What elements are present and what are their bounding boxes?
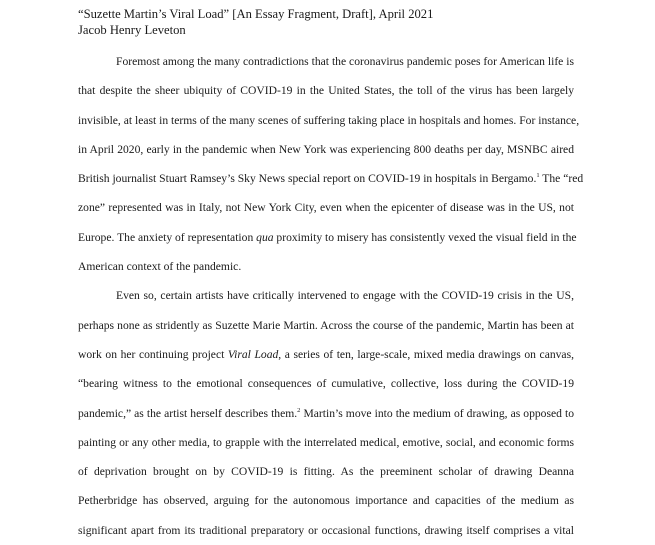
paragraph-2-line-8: Petherbridge has observed, arguing for the autonomous importance and capacities of the medium as bbox=[78, 494, 574, 508]
document-header bbox=[78, 6, 433, 38]
paragraph-2-line-1: Even so, certain artists have critically intervened to engage with the COVID-19 crisis in the US, bbox=[116, 289, 574, 303]
footnote-marker-2[interactable]: 2 bbox=[297, 406, 301, 414]
paragraph-1-line-7-start: Europe. The anxiety of representation bbox=[78, 230, 257, 244]
paragraph-2-line-3-start: work on her continuing project bbox=[78, 347, 228, 361]
paragraph-1-line-7-end: proximity to misery has consistently vexed the visual field in the bbox=[273, 230, 577, 244]
paragraph-1-line-5-text: British journalist Stuart Ramsey’s Sky News special report on COVID-19 in hospitals in Bergamo. bbox=[78, 172, 537, 186]
paragraph-2-line-2: perhaps none as stridently as Suzette Marie Martin. Across the course of the pandemic, Martin has been at bbox=[78, 318, 574, 332]
paragraph-1-line-3: invisible, at least in terms of the many scenes of suffering taking place in hospitals and homes. For instance, bbox=[78, 113, 580, 127]
document-author-line: Jacob Henry Leveton bbox=[78, 23, 186, 37]
paragraph-2-line-5 bbox=[78, 399, 574, 428]
paragraph-1-line-6: zone” represented was in Italy, not New York City, even when the epicenter of disease was in the US, not bbox=[78, 201, 574, 215]
document-title-line: “Suzette Martin’s Viral Load” [An Essay Fragment, Draft], April 2021 bbox=[78, 7, 434, 21]
paragraph-2-line-3-italic: Viral Load bbox=[227, 347, 279, 361]
paragraph-2-line-6: painting or any other media, to grapple with the interrelated medical, emotive, social, and economic forms bbox=[78, 435, 574, 449]
essay-body bbox=[78, 47, 584, 545]
paragraph-1-line-5 bbox=[78, 164, 584, 193]
footnote-marker-1[interactable]: 1 bbox=[536, 172, 540, 180]
paragraph-2-line-3 bbox=[78, 340, 574, 369]
paragraph-1-line-8: American context of the pandemic. bbox=[78, 260, 242, 274]
paragraph-2-line-5-end: Martin’s move into the medium of drawing, as opposed to bbox=[300, 406, 574, 420]
paragraph-2-line-4: “bearing witness to the emotional consequences of cumulative, collective, loss during the COVID-19 bbox=[78, 377, 574, 391]
paragraph-1-line-1: Foremost among the many contradictions that the coronavirus pandemic poses for American life is bbox=[116, 55, 574, 68]
paragraph-1-line-4: in April 2020, early in the pandemic when New York was experiencing 800 deaths per day, MSNBC aired bbox=[78, 142, 574, 156]
paragraph-2-line-3-end: , a series of ten, large-scale, mixed media drawings on canvas, bbox=[278, 347, 574, 361]
paragraph-2-line-7: of deprivation brought on by COVID-19 is fitting. As the preeminent scholar of drawing Deanna bbox=[78, 465, 574, 479]
paragraph-1-line-2: that despite the sheer ubiquity of COVID-19 in the United States, the toll of the virus has been largely bbox=[78, 84, 574, 98]
paragraph-2-line-9: significant apart from its traditional preparatory or occasional functions, drawing itself comprises a vital bbox=[78, 523, 574, 537]
paragraph-1-line-7 bbox=[78, 223, 577, 252]
paragraph-2-line-5-text: pandemic,” as the artist herself describes them. bbox=[78, 406, 298, 420]
paragraph-1-line-5-end: The “red bbox=[539, 172, 584, 186]
paragraph-1-line-7-italic: qua bbox=[256, 230, 274, 244]
